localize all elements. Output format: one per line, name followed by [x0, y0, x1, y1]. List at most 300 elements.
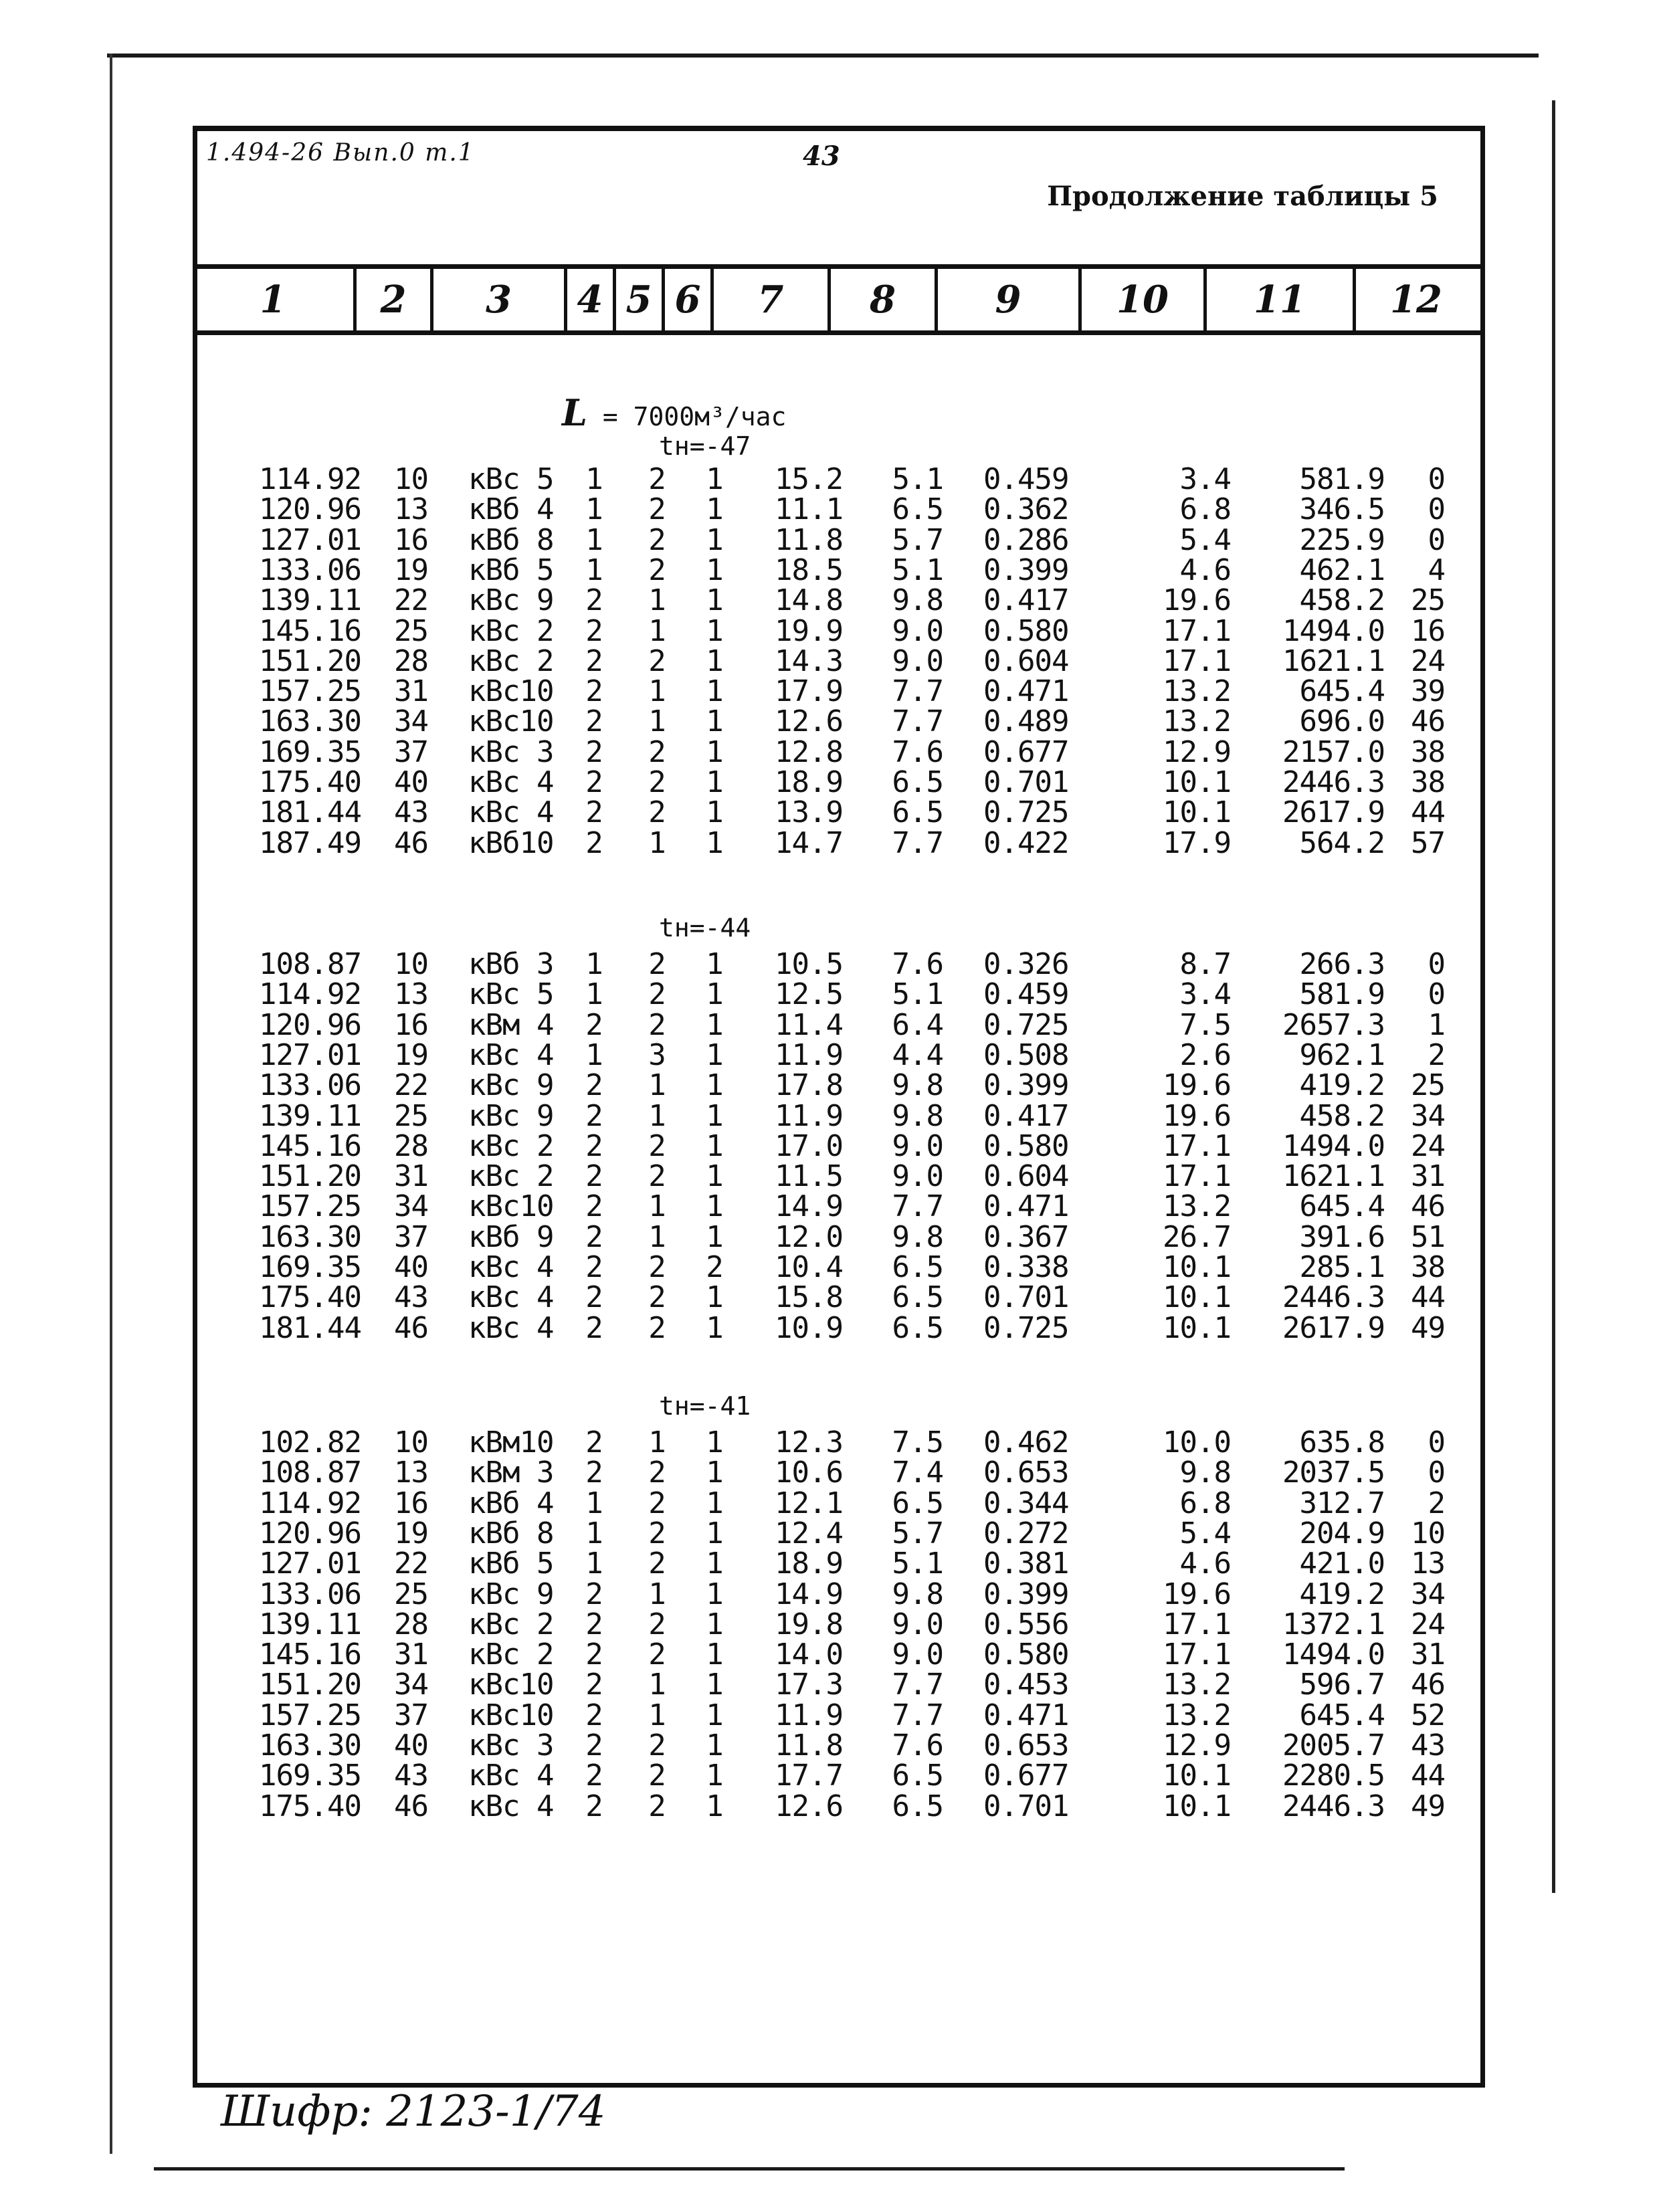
column-header-3: 3	[486, 278, 512, 322]
table-cell: 1	[706, 795, 723, 830]
table-cell: кВс 9	[468, 1577, 554, 1611]
table-cell: 2	[585, 674, 603, 709]
section-title: tн=-44	[659, 913, 751, 942]
table-row	[0, 643, 1659, 678]
table-cell: 6.5	[892, 1486, 943, 1520]
table-cell: 1	[706, 1577, 723, 1611]
table-cell: 28	[394, 1607, 428, 1641]
table-cell: 0.653	[983, 1728, 1069, 1763]
cipher-code: Шифр: 2123-1/74	[221, 2087, 606, 2136]
table-cell: 13.2	[1163, 1668, 1231, 1702]
table-cell: 14.3	[775, 643, 843, 678]
table-cell: 0.677	[983, 1758, 1069, 1793]
table-cell: 2446.3	[1282, 765, 1385, 799]
table-cell: 127.01	[259, 1037, 361, 1072]
table-row	[0, 734, 1659, 769]
table-cell: 1	[706, 1486, 723, 1520]
table-cell: кВб 5	[468, 552, 554, 587]
table-row	[0, 1068, 1659, 1103]
table-cell: 0.471	[983, 674, 1069, 709]
table-cell: 17.8	[775, 1068, 843, 1103]
table-cell: 120.96	[259, 1516, 361, 1550]
column-header-1: 1	[260, 278, 286, 322]
table-cell: 0.367	[983, 1219, 1069, 1254]
table-cell: 4.6	[1179, 552, 1231, 587]
table-cell: 7.7	[892, 1698, 943, 1732]
column-header-12: 12	[1390, 278, 1442, 322]
table-cell: 0.580	[983, 1128, 1069, 1163]
table-cell: 169.35	[259, 734, 361, 769]
table-cell: 1	[706, 1698, 723, 1732]
table-row	[0, 1250, 1659, 1284]
table-cell: 225.9	[1299, 522, 1385, 557]
table-cell: 17.1	[1163, 1128, 1231, 1163]
table-cell: 2	[585, 1007, 603, 1042]
table-cell: 1	[648, 1425, 666, 1460]
table-cell: 1494.0	[1282, 613, 1385, 648]
table-cell: 46	[1411, 1189, 1445, 1224]
table-cell: 1	[706, 1607, 723, 1641]
table-cell: 2	[648, 1310, 666, 1345]
table-cell: 18.5	[775, 552, 843, 587]
table-cell: 17.1	[1163, 1607, 1231, 1641]
table-cell: 635.8	[1299, 1425, 1385, 1460]
section-title: tн=-41	[659, 1391, 751, 1421]
table-cell: 4.6	[1179, 1546, 1231, 1581]
table-cell: 2	[585, 613, 603, 648]
table-cell: 2	[648, 462, 666, 496]
table-cell: 7.7	[892, 825, 943, 860]
table-cell: 0.580	[983, 1637, 1069, 1672]
table-cell: 10	[394, 462, 428, 496]
table-cell: 26.7	[1163, 1219, 1231, 1254]
table-cell: 5.1	[892, 1546, 943, 1581]
table-cell: 1	[706, 643, 723, 678]
table-cell: 2	[648, 1607, 666, 1641]
table-cell: 2446.3	[1282, 1789, 1385, 1823]
column-header-6: 6	[674, 278, 701, 322]
table-cell: 108.87	[259, 1455, 361, 1490]
table-cell: 34	[1411, 1577, 1445, 1611]
table-cell: 10	[394, 947, 428, 981]
table-cell: 38	[1411, 734, 1445, 769]
table-cell: 0.604	[983, 1159, 1069, 1194]
table-cell: 19	[394, 1037, 428, 1072]
table-cell: 157.25	[259, 1698, 361, 1732]
table-cell: 1	[706, 1455, 723, 1490]
table-cell: 1	[585, 1546, 603, 1581]
table-cell: 19	[394, 552, 428, 587]
table-cell: 2	[585, 1758, 603, 1793]
table-cell: 0.399	[983, 1577, 1069, 1611]
table-cell: 11.9	[775, 1037, 843, 1072]
table-cell: 1	[706, 1546, 723, 1581]
table-cell: 163.30	[259, 1728, 361, 1763]
table-cell: кВб 4	[468, 492, 554, 527]
table-cell: 31	[394, 1159, 428, 1194]
table-cell: 0.701	[983, 1280, 1069, 1315]
table-cell: 645.4	[1299, 674, 1385, 709]
table-cell: 13.2	[1163, 1698, 1231, 1732]
table-cell: 16	[394, 1486, 428, 1520]
table-cell: 10	[1411, 1516, 1445, 1550]
table-cell: 2	[648, 1128, 666, 1163]
table-cell: 43	[394, 1758, 428, 1793]
table-cell: 266.3	[1299, 947, 1385, 981]
table-cell: 0.422	[983, 825, 1069, 860]
table-cell: 114.92	[259, 462, 361, 496]
table-row	[0, 765, 1659, 799]
table-cell: 120.96	[259, 1007, 361, 1042]
table-cell: 11.1	[775, 492, 843, 527]
table-cell: 46	[394, 1310, 428, 1345]
table-cell: кВс 3	[468, 734, 554, 769]
table-cell: 1	[648, 1098, 666, 1133]
table-cell: 0.701	[983, 1789, 1069, 1823]
table-cell: 1	[706, 734, 723, 769]
table-cell: 2	[648, 552, 666, 587]
table-cell: кВс 2	[468, 643, 554, 678]
table-cell: 7.6	[892, 1728, 943, 1763]
table-row	[0, 1455, 1659, 1490]
table-cell: 2657.3	[1282, 1007, 1385, 1042]
table-cell: 0.459	[983, 977, 1069, 1012]
table-row	[0, 1159, 1659, 1194]
table-cell: 7.4	[892, 1455, 943, 1490]
table-cell: 12.6	[775, 1789, 843, 1823]
table-cell: 2	[585, 1159, 603, 1194]
table-cell: 2	[585, 1189, 603, 1224]
table-cell: 5.1	[892, 462, 943, 496]
table-cell: кВб10	[468, 825, 554, 860]
table-cell: 2	[648, 977, 666, 1012]
table-cell: 4.4	[892, 1037, 943, 1072]
flow-symbol: L	[562, 391, 587, 434]
table-cell: 2617.9	[1282, 1310, 1385, 1345]
table-cell: 1	[706, 1189, 723, 1224]
table-cell: 0.286	[983, 522, 1069, 557]
table-cell: 1	[706, 1758, 723, 1793]
table-cell: 1	[706, 1637, 723, 1672]
table-cell: 9.0	[892, 1637, 943, 1672]
table-cell: 2	[648, 1728, 666, 1763]
table-cell: 9.8	[1179, 1455, 1231, 1490]
table-cell: 2	[648, 765, 666, 799]
table-cell: 39	[1411, 674, 1445, 709]
table-cell: 22	[394, 1546, 428, 1581]
table-cell: кВс 2	[468, 1128, 554, 1163]
table-cell: 2	[585, 734, 603, 769]
table-row	[0, 1789, 1659, 1823]
table-row	[0, 977, 1659, 1012]
table-row	[0, 1546, 1659, 1581]
table-cell: 133.06	[259, 1577, 361, 1611]
table-cell: 187.49	[259, 825, 361, 860]
table-cell: 175.40	[259, 1789, 361, 1823]
table-row	[0, 1607, 1659, 1641]
table-row	[0, 1486, 1659, 1520]
table-cell: 0.677	[983, 734, 1069, 769]
table-cell: 0.326	[983, 947, 1069, 981]
table-cell: кВм 4	[468, 1007, 554, 1042]
table-cell: 34	[1411, 1098, 1445, 1133]
table-cell: 3.4	[1179, 462, 1231, 496]
table-cell: 11.5	[775, 1159, 843, 1194]
table-cell: кВс 4	[468, 1789, 554, 1823]
table-cell: 596.7	[1299, 1668, 1385, 1702]
table-cell: 2	[585, 1280, 603, 1315]
table-cell: кВс 5	[468, 462, 554, 496]
table-cell: 169.35	[259, 1758, 361, 1793]
table-cell: кВс 2	[468, 1607, 554, 1641]
table-cell: 114.92	[259, 1486, 361, 1520]
table-cell: 2	[648, 1516, 666, 1550]
table-cell: 0.725	[983, 1007, 1069, 1042]
table-cell: 102.82	[259, 1425, 361, 1460]
table-cell: кВс 4	[468, 795, 554, 830]
table-cell: 9.0	[892, 643, 943, 678]
table-cell: 2280.5	[1282, 1758, 1385, 1793]
table-row	[0, 1637, 1659, 1672]
table-cell: 181.44	[259, 795, 361, 830]
table-cell: кВб 3	[468, 947, 554, 981]
table-cell: 145.16	[259, 1128, 361, 1163]
table-cell: 1	[706, 552, 723, 587]
table-cell: 2	[648, 1159, 666, 1194]
table-cell: 2	[585, 1098, 603, 1133]
table-cell: 1	[706, 583, 723, 618]
table-cell: 24	[1411, 1128, 1445, 1163]
table-cell: 10.9	[775, 1310, 843, 1345]
table-cell: 7.7	[892, 1668, 943, 1702]
table-cell: 28	[394, 1128, 428, 1163]
table-cell: 6.5	[892, 1250, 943, 1284]
table-cell: 2	[585, 795, 603, 830]
column-header-2: 2	[380, 278, 407, 322]
table-cell: 0.344	[983, 1486, 1069, 1520]
table-cell: 0.508	[983, 1037, 1069, 1072]
table-cell: 9.8	[892, 1068, 943, 1103]
table-cell: 10.5	[775, 947, 843, 981]
table-cell: 14.8	[775, 583, 843, 618]
table-cell: 391.6	[1299, 1219, 1385, 1254]
table-cell: 46	[394, 825, 428, 860]
table-cell: 458.2	[1299, 583, 1385, 618]
table-cell: 7.7	[892, 674, 943, 709]
table-cell: 43	[394, 1280, 428, 1315]
table-cell: 9.8	[892, 1577, 943, 1611]
table-cell: 0	[1428, 462, 1445, 496]
table-cell: 0	[1428, 1425, 1445, 1460]
table-cell: 2	[585, 1128, 603, 1163]
table-cell: кВс 5	[468, 977, 554, 1012]
table-row	[0, 1728, 1659, 1763]
column-header-7: 7	[757, 278, 784, 322]
table-cell: 2	[585, 1789, 603, 1823]
table-row	[0, 825, 1659, 860]
table-row	[0, 613, 1659, 648]
table-cell: 139.11	[259, 1098, 361, 1133]
table-cell: 1	[706, 1789, 723, 1823]
table-cell: 17.1	[1163, 1159, 1231, 1194]
table-cell: 2005.7	[1282, 1728, 1385, 1763]
table-cell: 22	[394, 1068, 428, 1103]
table-cell: 1	[585, 552, 603, 587]
column-header-row	[193, 264, 1485, 335]
table-cell: 157.25	[259, 1189, 361, 1224]
table-cell: кВс 9	[468, 1068, 554, 1103]
table-cell: 2	[1428, 1037, 1445, 1072]
table-cell: 12.6	[775, 704, 843, 739]
table-row	[0, 492, 1659, 527]
table-cell: 133.06	[259, 1068, 361, 1103]
table-cell: 40	[394, 1728, 428, 1763]
table-cell: 46	[394, 1789, 428, 1823]
table-cell: кВм 3	[468, 1455, 554, 1490]
column-header-4: 4	[577, 278, 603, 322]
table-cell: 3.4	[1179, 977, 1231, 1012]
table-cell: 25	[394, 613, 428, 648]
table-cell: 10	[394, 1425, 428, 1460]
table-cell: 0.362	[983, 492, 1069, 527]
table-cell: 34	[394, 1189, 428, 1224]
table-cell: 151.20	[259, 1159, 361, 1194]
table-cell: 645.4	[1299, 1698, 1385, 1732]
table-cell: 0.471	[983, 1698, 1069, 1732]
table-cell: 1	[585, 947, 603, 981]
table-cell: 2	[648, 1007, 666, 1042]
table-cell: 1	[585, 1486, 603, 1520]
table-cell: 2	[648, 1280, 666, 1315]
table-cell: 151.20	[259, 1668, 361, 1702]
table-cell: 962.1	[1299, 1037, 1385, 1072]
table-cell: 2	[585, 825, 603, 860]
table-cell: 2157.0	[1282, 734, 1385, 769]
table-cell: 43	[394, 795, 428, 830]
column-header-5: 5	[625, 278, 652, 322]
table-cell: 0.653	[983, 1455, 1069, 1490]
table-cell: 6.5	[892, 1789, 943, 1823]
table-row	[0, 674, 1659, 709]
table-row	[0, 1280, 1659, 1315]
table-cell: 9.0	[892, 1159, 943, 1194]
table-cell: 37	[394, 734, 428, 769]
table-cell: 0	[1428, 1455, 1445, 1490]
table-cell: 133.06	[259, 552, 361, 587]
table-cell: 22	[394, 583, 428, 618]
page-edge-bottom	[154, 2167, 1345, 2171]
table-cell: 0.604	[983, 643, 1069, 678]
table-cell: кВс 4	[468, 1250, 554, 1284]
table-cell: 175.40	[259, 1280, 361, 1315]
table-cell: 18.9	[775, 765, 843, 799]
table-cell: 0.725	[983, 795, 1069, 830]
table-cell: 12.9	[1163, 734, 1231, 769]
flow-value: 7000м³/час	[633, 402, 787, 431]
table-cell: 9.0	[892, 1128, 943, 1163]
table-cell: 38	[1411, 1250, 1445, 1284]
table-cell: 17.0	[775, 1128, 843, 1163]
table-cell: 5.4	[1179, 1516, 1231, 1550]
table-cell: 157.25	[259, 674, 361, 709]
table-cell: 163.30	[259, 1219, 361, 1254]
table-cell: 12.5	[775, 977, 843, 1012]
table-cell: 13	[1411, 1546, 1445, 1581]
table-cell: 6.5	[892, 1280, 943, 1315]
table-cell: 9.8	[892, 1098, 943, 1133]
table-cell: 0.462	[983, 1425, 1069, 1460]
table-cell: 1	[648, 1668, 666, 1702]
table-cell: 10.1	[1163, 1280, 1231, 1315]
table-cell: 163.30	[259, 704, 361, 739]
table-cell: 5.1	[892, 977, 943, 1012]
table-cell: 564.2	[1299, 825, 1385, 860]
table-cell: 0.399	[983, 1068, 1069, 1103]
table-cell: 13	[394, 977, 428, 1012]
table-cell: 1	[706, 1098, 723, 1133]
table-cell: 0.272	[983, 1516, 1069, 1550]
table-row	[0, 1425, 1659, 1460]
table-cell: 13	[394, 1455, 428, 1490]
table-cell: 2	[585, 1577, 603, 1611]
table-cell: 108.87	[259, 947, 361, 981]
table-row	[0, 1577, 1659, 1611]
table-cell: 458.2	[1299, 1098, 1385, 1133]
table-cell: 13.2	[1163, 674, 1231, 709]
table-cell: 1	[706, 1037, 723, 1072]
table-cell: 1	[648, 704, 666, 739]
table-cell: 2	[585, 643, 603, 678]
table-cell: 2	[585, 1250, 603, 1284]
table-cell: 2	[585, 1668, 603, 1702]
table-cell: 1	[585, 977, 603, 1012]
table-cell: кВб 8	[468, 522, 554, 557]
table-cell: 10.0	[1163, 1425, 1231, 1460]
table-cell: 181.44	[259, 1310, 361, 1345]
table-cell: 696.0	[1299, 704, 1385, 739]
table-row	[0, 947, 1659, 981]
table-cell: 16	[1411, 613, 1445, 648]
table-cell: 19.8	[775, 1607, 843, 1641]
table-cell: 2	[585, 765, 603, 799]
table-cell: кВс10	[468, 674, 554, 709]
table-cell: кВс 4	[468, 1310, 554, 1345]
table-cell: 0.701	[983, 765, 1069, 799]
table-cell: 25	[394, 1577, 428, 1611]
table-cell: кВс 4	[468, 765, 554, 799]
table-cell: 0.459	[983, 462, 1069, 496]
table-cell: 1	[706, 462, 723, 496]
column-header-10: 10	[1116, 278, 1169, 322]
table-cell: 581.9	[1299, 977, 1385, 1012]
table-cell: 175.40	[259, 765, 361, 799]
table-cell: 1	[585, 1037, 603, 1072]
table-row	[0, 522, 1659, 557]
table-cell: 1	[706, 1007, 723, 1042]
table-cell: кВб 8	[468, 1516, 554, 1550]
table-cell: 2	[585, 1425, 603, 1460]
column-header-8: 8	[870, 278, 896, 322]
table-cell: 2	[648, 1789, 666, 1823]
table-cell: 1	[706, 1128, 723, 1163]
table-cell: 151.20	[259, 643, 361, 678]
table-cell: 1	[1428, 1007, 1445, 1042]
table-cell: кВс 9	[468, 1098, 554, 1133]
table-cell: 49	[1411, 1789, 1445, 1823]
table-cell: 2	[648, 1455, 666, 1490]
table-cell: кВб 5	[468, 1546, 554, 1581]
table-cell: 1	[706, 1159, 723, 1194]
